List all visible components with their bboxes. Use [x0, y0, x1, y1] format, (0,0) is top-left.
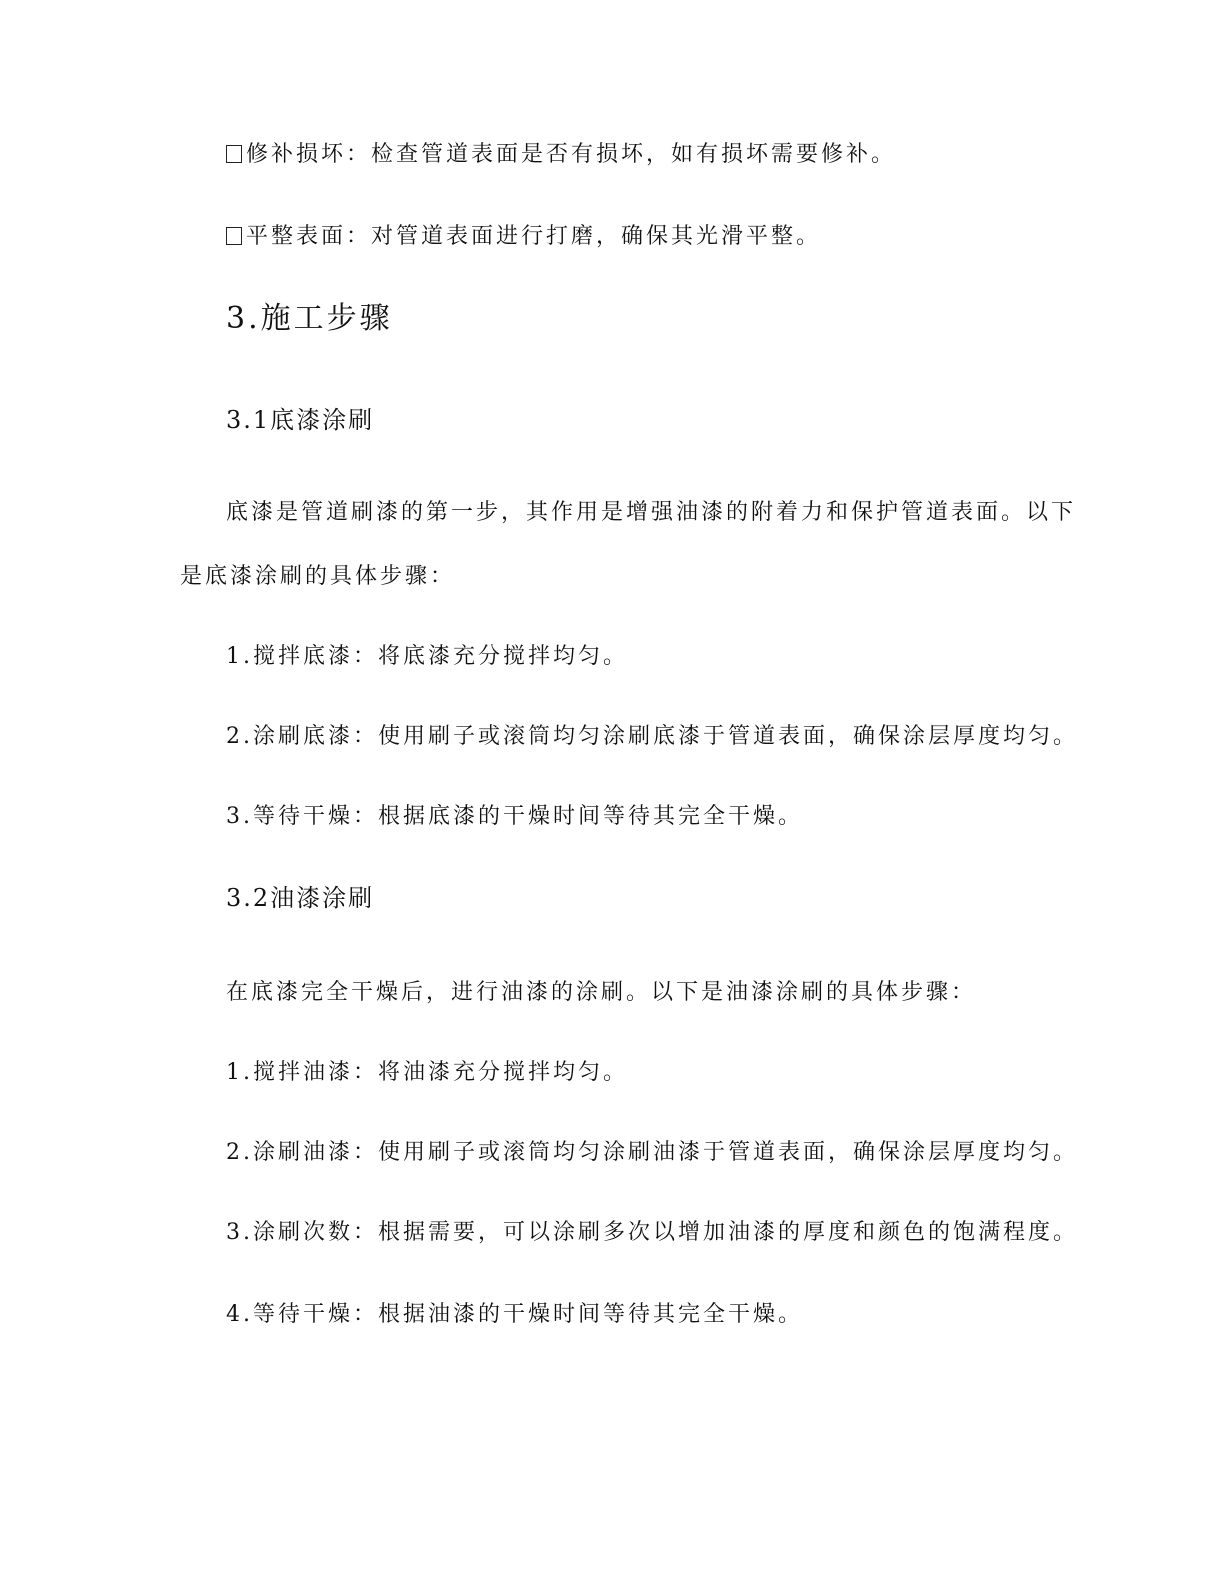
checklist-item-text: 修补损坏：检查管道表面是否有损坏，如有损坏需要修补。	[246, 142, 897, 167]
checkbox-icon	[226, 227, 242, 245]
checklist-item-text: 平整表面：对管道表面进行打磨，确保其光滑平整。	[246, 224, 822, 249]
subsection-heading: 3.2油漆涂刷	[226, 884, 375, 912]
subsection-heading: 3.1底漆涂刷	[226, 406, 375, 434]
list-item: 2.涂刷底漆：使用刷子或滚筒均匀涂刷底漆于管道表面，确保涂层厚度均匀。	[226, 724, 1078, 749]
list-item: 4.等待干燥：根据油漆的干燥时间等待其完全干燥。	[226, 1302, 803, 1327]
list-item: 1.搅拌底漆：将底漆充分搅拌均匀。	[226, 644, 628, 669]
paragraph-line: 在底漆完全干燥后，进行油漆的涂刷。以下是油漆涂刷的具体步骤：	[226, 980, 977, 1005]
checklist-item	[226, 222, 821, 252]
section-heading: 3.施工步骤	[226, 301, 393, 336]
list-item: 3.等待干燥：根据底漆的干燥时间等待其完全干燥。	[226, 804, 803, 829]
list-item: 3.涂刷次数：根据需要，可以涂刷多次以增加油漆的厚度和颜色的饱满程度。	[226, 1220, 1078, 1245]
list-item: 2.涂刷油漆：使用刷子或滚筒均匀涂刷油漆于管道表面，确保涂层厚度均匀。	[226, 1140, 1078, 1165]
checkbox-icon	[226, 145, 242, 163]
paragraph-line: 是底漆涂刷的具体步骤：	[180, 564, 456, 589]
list-item: 1.搅拌油漆：将油漆充分搅拌均匀。	[226, 1060, 628, 1085]
checklist-item	[226, 140, 896, 170]
paragraph-line: 底漆是管道刷漆的第一步，其作用是增强油漆的附着力和保护管道表面。以下	[226, 500, 1077, 525]
